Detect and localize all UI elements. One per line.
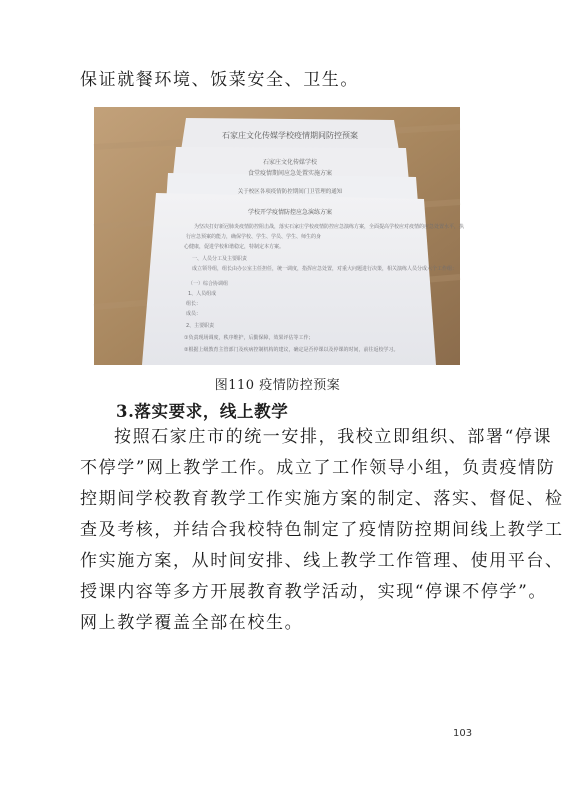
body-line: 按照石家庄市的统一安排，我校立即组织、部署“停课	[114, 427, 553, 447]
body-line: 网上教学覆盖全部在校生。	[80, 613, 304, 633]
doc-line: ①负责现场调度，秩序维护，后勤保障，效果评估等工作；	[184, 335, 314, 341]
doc-line: 组长：	[186, 301, 202, 307]
doc-title-4: 学校开学疫情防控应急演练方案	[247, 209, 333, 216]
doc-line: 2、主要职责	[186, 323, 215, 329]
doc-line: 成员：	[186, 311, 202, 317]
body-line: 授课内容等多方开展教育教学活动，实现“停课不停学”。	[80, 582, 547, 602]
doc-subtitle-2: 食堂疫情期间应急处置实施方案	[247, 170, 333, 177]
document-photo	[94, 107, 465, 365]
doc-line: 心健康，促进学校和谐稳定，特制定本方案。	[184, 244, 285, 250]
doc-title-2: 石家庄文化传媒学校	[262, 159, 318, 166]
doc-line: （一）综合协调组	[188, 281, 229, 287]
body-line: 不停学”网上教学工作。成立了工作领导小组，负责疫情防	[80, 458, 556, 478]
doc-line: 1、人员组成	[188, 291, 217, 297]
section-heading: 3.落实要求，线上教学	[116, 402, 289, 421]
body-paragraph	[80, 422, 564, 639]
body-line: 控期间学校教育教学工作实施方案的制定、落实、督促、检	[80, 489, 564, 509]
photo-illustration	[94, 107, 465, 365]
body-line: 查及考核，并结合我校特色制定了疫情防控期间线上教学工	[80, 520, 564, 540]
doc-title-1: 石家庄文化传媒学校疫情期间防控预案	[222, 131, 358, 140]
doc-line: 成立领导组，组长由办公室主任担任，统一调度，指挥应急处置，对重大问题进行决策，相关演练人员分成六个工作组：	[192, 266, 458, 272]
figure-caption: 图110 疫情防控预案	[214, 378, 341, 393]
doc-line: ②根据上级教育主管部门及疾病控制机构的建议，确定是否停课以及停课的时间，前往返校学习。	[184, 347, 399, 353]
top-line-text: 保证就餐环境、饭菜安全、卫生。	[80, 70, 359, 90]
body-line: 作实施方案，从时间安排、线上教学工作管理、使用平台、	[80, 551, 564, 571]
page-number: 103	[453, 728, 473, 739]
doc-line: 一、人员分工及主要职责	[192, 256, 248, 262]
doc-line: 为坚决打好新冠肺炎疫情防控阻击战，落实石家庄学校疫情防控应急演练方案，全面提高学校应对疫情的应急处置水平，执	[194, 224, 465, 230]
doc-title-3: 关于校区各项疫情防控期间门卫管理的通知	[237, 189, 343, 195]
doc-line: 行应急预案的能力，确保学校、学生、学员、学生、师生的身	[186, 234, 322, 240]
